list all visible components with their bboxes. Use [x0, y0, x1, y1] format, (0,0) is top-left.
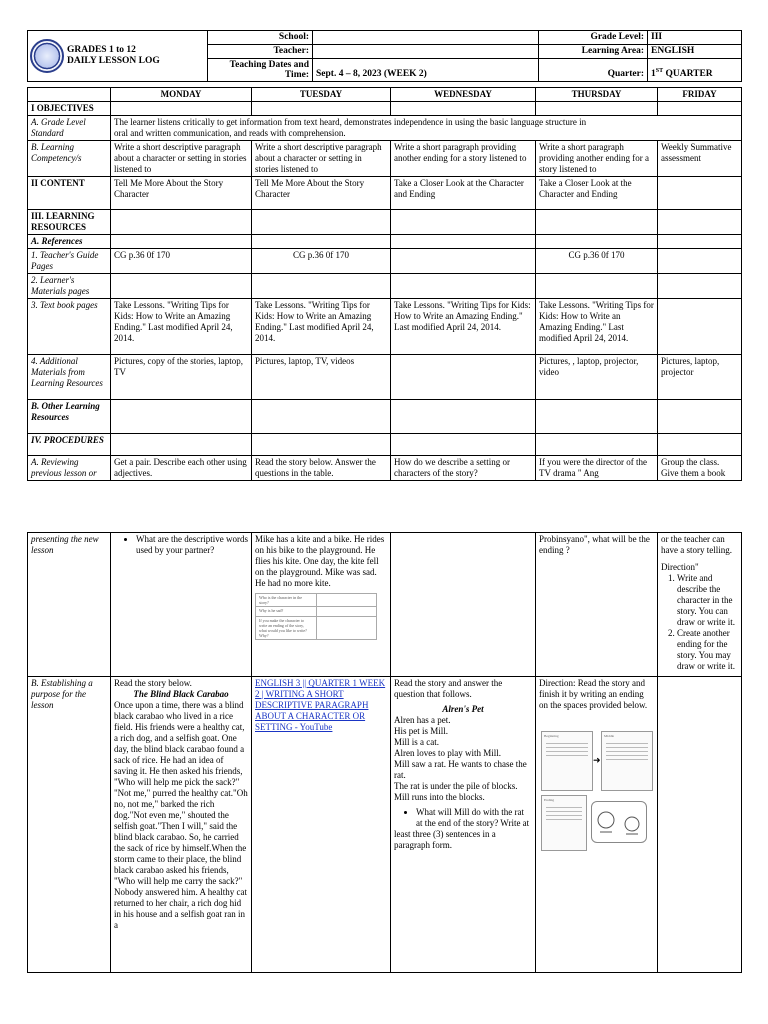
references-label: A. References — [28, 235, 111, 249]
tg-label: 1. Teacher's Guide Pages — [28, 249, 111, 274]
tg-mon: CG p.36 0f 170 — [111, 249, 252, 274]
add-wed — [391, 355, 536, 400]
ws-beginning-label: Beginning — [544, 734, 559, 738]
tg-thu: CG p.36 0f 170 — [536, 249, 658, 274]
corner-cell — [28, 88, 111, 102]
standard-text — [111, 116, 742, 141]
tb-mon: Take Lessons. "Writing Tips for Kids: How to Write an Amazing Ending." Last modified April 24, 2014. — [111, 299, 252, 355]
tb-fri — [658, 299, 742, 355]
fri-direction: Direction" — [661, 562, 699, 572]
tg-fri — [658, 249, 742, 274]
standard-text-line2: oral and written communication, and reads with comprehension. — [114, 128, 346, 138]
deped-logo-cell — [28, 31, 208, 82]
arrow-right-icon: ➜ — [593, 755, 601, 765]
tb-tue: Take Lessons. "Writing Tips for Kids: How to Write an Amazing Ending." Last modified April 24, 2014. — [252, 299, 391, 355]
tb-wed: Take Lessons. "Writing Tips for Kids: How to Write an Amazing Ending." Last modified April 24, 2014. — [391, 299, 536, 355]
dates-value: Sept. 4 – 8, 2023 (WEEK 2) — [313, 59, 539, 82]
objectives-label: I OBJECTIVES — [28, 102, 111, 116]
review-mon: Get a pair. Describe each other using adjectives. — [111, 456, 252, 481]
quarter-rest: QUARTER — [663, 69, 713, 79]
presenting-thu: Probinsyano", what will be the ending ? — [536, 533, 658, 677]
quarter-num: 1 — [651, 69, 656, 79]
standard-label: A. Grade Level Standard — [28, 116, 111, 141]
tb-label: 3. Text book pages — [28, 299, 111, 355]
purpose-wed — [391, 677, 536, 973]
add-fri: Pictures, laptop, projector — [658, 355, 742, 400]
dates-label-line1: Teaching Dates and — [229, 60, 309, 70]
header-block — [27, 30, 742, 82]
mon-intro: Read the story below. — [114, 678, 192, 688]
ws-beginning-box — [541, 731, 593, 791]
competency-mon: Write a short descriptive paragraph about a character or setting in stories listened to — [111, 141, 252, 177]
fri-item-1: 1. Write and describe the character in the story. You can draw or write it. — [677, 573, 738, 628]
story-worksheet — [539, 731, 654, 851]
competency-wed: Write a short paragraph providing another ending for a story listened to — [391, 141, 536, 177]
day-wednesday: WEDNESDAY — [391, 88, 536, 102]
purpose-label: B. Establishing a purpose for the lesson — [28, 677, 111, 973]
quarter-label: Quarter: — [539, 59, 648, 82]
resources-label: III. LEARNING RESOURCES — [28, 210, 111, 235]
wed-story-line: Alren has a pet. — [394, 715, 451, 725]
tue-q2: Why is he sad? — [256, 607, 317, 617]
competency-tue: Write a short descriptive paragraph about a character or setting in stories listened to — [252, 141, 391, 177]
procedures-label: IV. PROCEDURES — [28, 434, 111, 456]
day-thursday: THURSDAY — [536, 88, 658, 102]
review-wed: How do we describe a setting or characters of the story? — [391, 456, 536, 481]
wed-story-line: Alren loves to play with Mill. — [394, 748, 501, 758]
dates-label — [208, 59, 313, 82]
wed-story-line: Mill runs into the blocks. — [394, 792, 485, 802]
content-tue: Tell Me More About the Story Character — [252, 177, 391, 210]
purpose-tue — [252, 677, 391, 973]
doc-title-2: DAILY LESSON LOG — [67, 56, 160, 66]
quarter-sup: ST — [655, 67, 664, 74]
fri-cont: or the teacher can have a story telling. — [661, 534, 732, 555]
tue-q3: If you make the character to write an ending of the story, what would you like to write? Why? — [256, 617, 317, 640]
ws-middle-box — [601, 731, 653, 791]
teacher-label: Teacher: — [208, 45, 313, 59]
presenting-mon — [111, 533, 252, 677]
review-fri: Group the class. Give them a book — [658, 456, 742, 481]
deped-seal-icon — [30, 39, 64, 73]
doc-title-1: GRADES 1 to 12 — [67, 45, 136, 55]
wed-after: least three (3) sentences in a paragraph form. — [394, 829, 496, 850]
wed-story-title: Alren's Pet — [442, 704, 484, 714]
add-thu: Pictures, , laptop, projector, video — [536, 355, 658, 400]
add-tue: Pictures, laptop, TV, videos — [252, 355, 391, 400]
lesson-table-page1 — [27, 87, 742, 481]
wed-story-line: Mill is a cat. — [394, 737, 439, 747]
teacher-value — [313, 45, 539, 59]
ws-ending-label: Ending — [544, 798, 555, 802]
tb-thu: Take Lessons. "Writing Tips for Kids: How to Write an Amazing Ending." Last modified April 24, 2014. — [536, 299, 658, 355]
standard-text-line1: The learner listens critically to get information from text heard, demonstrates independence in using the basic language structure in — [114, 117, 587, 127]
review-tue: Read the story below. Answer the questions in the table. — [252, 456, 391, 481]
review-thu: If you were the director of the TV drama " Ang — [536, 456, 658, 481]
content-fri — [658, 177, 742, 210]
wed-story-line: Mill saw a rat. He wants to chase the rat. — [394, 759, 527, 780]
day-tuesday: TUESDAY — [252, 88, 391, 102]
ws-ending-box — [541, 795, 587, 851]
lm-label: 2. Learner's Materials pages — [28, 274, 111, 299]
add-label: 4. Additional Materials from Learning Resources — [28, 355, 111, 400]
add-mon: Pictures, copy of the stories, laptop, TV — [111, 355, 252, 400]
presenting-label: presenting the new lesson — [28, 533, 111, 677]
school-label: School: — [208, 31, 313, 45]
other-label: B. Other Learning Resources — [28, 400, 111, 434]
purpose-thu — [536, 677, 658, 973]
grade-value: III — [648, 31, 742, 45]
thu-direction: Direction: Read the story and finish it by writing an ending on the spaces provided below. — [539, 678, 648, 710]
mon-story-title: The Blind Black Carabao — [133, 689, 229, 699]
ws-middle-label: Middle — [604, 734, 615, 738]
grade-label: Grade Level: — [539, 31, 648, 45]
school-value — [313, 31, 539, 45]
content-mon: Tell Me More About the Story Character — [111, 177, 252, 210]
youtube-link[interactable]: ENGLISH 3 || QUARTER 1 WEEK 2 | WRITING A SHORT DESCRIPTIVE PARAGRAPH ABOUT A CHARACTER OR SETTING - YouTube — [255, 678, 386, 732]
fri-item-2: 2. Create another ending for the story. You may draw or write it. — [677, 628, 738, 672]
review-label: A. Reviewing previous lesson or — [28, 456, 111, 481]
presenting-fri — [658, 533, 742, 677]
wed-story-line: His pet is Mill. — [394, 726, 449, 736]
lesson-table-page2 — [27, 532, 742, 973]
tg-tue: CG p.36 0f 170 — [252, 249, 391, 274]
content-wed: Take a Closer Look at the Character and Ending — [391, 177, 536, 210]
content-label: II CONTENT — [28, 177, 111, 210]
mon-story: Once upon a time, there was a blind black carabao who lived in a rice field. His friends were a healthy cat, a rich dog, and a selfish goat. One day, the blind black carabao found a sack of rice. He had an idea of saving it. He then asked his friends, "Who will help me pick the sack?" "Not me," purred the healthy cat."Oh no, not me," barked the rich dog."Not even me," shouted the selfish goat."Then I will," said the blind black carabao. So, he carried the sack of rice by himself.When the storm came to their place, the blind black carabao asked his friends, "Who will help me carry the sack?" Nobody answered him. A healthy cat returned to her chair, a rich dog hid in his house and a selfish goat ran in a — [114, 700, 248, 930]
cat-illustration-icon — [591, 801, 647, 843]
tue-q1: Who is the character in the story? — [256, 594, 317, 607]
day-friday: FRIDAY — [658, 88, 742, 102]
area-label: Learning Area: — [539, 45, 648, 59]
day-monday: MONDAY — [111, 88, 252, 102]
wed-story-line: The rat is under the pile of blocks. — [394, 781, 518, 791]
competency-label: B. Learning Competency/s — [28, 141, 111, 177]
wed-intro: Read the story and answer the question that follows. — [394, 678, 503, 699]
mon-bullet: • What are the descriptive words used by your partner? — [136, 534, 248, 556]
wed-bullet: • What will Mill do with the rat at the end of the story? Write at — [416, 807, 532, 829]
purpose-fri — [658, 677, 742, 973]
content-thu: Take a Closer Look at the Character and Ending — [536, 177, 658, 210]
tg-wed — [391, 249, 536, 274]
area-value: ENGLISH — [648, 45, 742, 59]
tue-question-table — [255, 593, 377, 640]
competency-thu: Write a short paragraph providing another ending for a story listened to — [536, 141, 658, 177]
header-table — [27, 30, 742, 82]
presenting-tue — [252, 533, 391, 677]
competency-fri: Weekly Summative assessment — [658, 141, 742, 177]
presenting-wed — [391, 533, 536, 677]
quarter-value — [648, 59, 742, 82]
tue-story: Mike has a kite and a bike. He rides on his bike to the playground. He flies his kite. One day, the kite fell on the playground. Mike was sad. He had no more kite. — [255, 534, 385, 588]
purpose-mon — [111, 677, 252, 973]
dates-label-line2: Time: — [284, 70, 309, 80]
